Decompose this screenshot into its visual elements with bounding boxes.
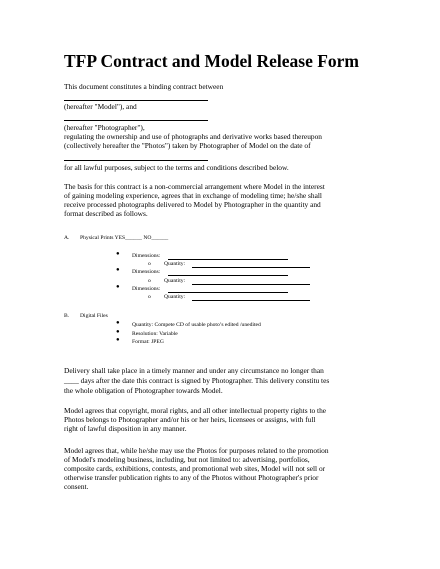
- bullet-dot: ●: [116, 267, 120, 273]
- dimensions-blank[interactable]: [168, 259, 288, 260]
- basis-line-2: of gaining modeling experience, agrees that in exchange of modeling time; he/she shall: [64, 191, 322, 200]
- digital-item: Quantity: Compete CD of usable photo’s edited /unedited: [132, 322, 261, 328]
- bullet-dot: ●: [116, 337, 120, 343]
- quantity-blank[interactable]: [192, 284, 310, 285]
- photographer-name-blank[interactable]: [64, 120, 208, 121]
- intro-line-1: This document constitutes a binding contract between: [64, 82, 224, 91]
- quantity-label: Quantity:: [164, 278, 186, 284]
- section-a-letter: A.: [64, 235, 70, 241]
- intro-line-5: (collectively hereafter the "Photos") taken by Photographer of Model on the date of: [64, 141, 311, 150]
- dimensions-blank[interactable]: [168, 292, 288, 293]
- bullet-dot: ●: [116, 320, 120, 326]
- quantity-blank[interactable]: [192, 300, 310, 301]
- intro-line-6: for all lawful purposes, subject to the terms and conditions described below.: [64, 163, 289, 172]
- usage-line-5: consent.: [64, 482, 89, 491]
- document-title: TFP Contract and Model Release Form: [64, 51, 360, 71]
- dimensions-label: Dimensions:: [132, 286, 161, 292]
- quantity-label: Quantity:: [164, 294, 186, 300]
- sub-bullet: o: [148, 261, 151, 267]
- dimensions-label: Dimensions:: [132, 269, 161, 275]
- usage-line-1: Model agrees that, while he/she may use the Photos for purposes related to the promotion: [64, 446, 329, 455]
- basis-line-4: format described as follows.: [64, 209, 148, 218]
- digital-files-label: Digital Files: [80, 313, 108, 319]
- bullet-dot: ●: [116, 284, 120, 290]
- quantity-label: Quantity:: [164, 261, 186, 267]
- usage-line-2: of Model's modeling business, including, but not limited to: advertising, portfolios,: [64, 455, 310, 464]
- digital-item: Format: JPEG: [132, 339, 164, 345]
- copyright-line-3: right of lawful disposition in any manner.: [64, 424, 187, 433]
- usage-line-3: composite cards, exhibitions, contests, and promotional web sites, Model will not sell or: [64, 464, 326, 473]
- model-name-blank[interactable]: [64, 100, 208, 101]
- date-blank[interactable]: [64, 160, 208, 161]
- basis-line-1: The basis for this contract is a non-commercial arrangement where Model in the interest: [64, 182, 325, 191]
- sub-bullet: o: [148, 278, 151, 284]
- delivery-line-3: the whole obligation of Photographer towards Model.: [64, 386, 223, 395]
- bullet-dot: ●: [116, 329, 120, 335]
- copyright-line-2: Photos belongs to Photographer and/or his or her heirs, licensees or assigns, with full: [64, 415, 316, 424]
- copyright-line-1: Model agrees that copyright, moral rights, and all other intellectual property rights to the: [64, 406, 327, 415]
- photographer-label: (hereafter "Photographer"),: [64, 123, 145, 132]
- section-b-letter: B.: [64, 313, 70, 319]
- delivery-line-2: ____ days after the date this contract is signed by Photographer. This delivery constitu tes: [64, 376, 330, 385]
- dimensions-label: Dimensions:: [132, 253, 161, 259]
- digital-item: Resolution: Variable: [132, 331, 178, 337]
- quantity-blank[interactable]: [192, 267, 310, 268]
- physical-prints-line: Physical Prints YES______ NO______: [80, 235, 169, 241]
- dimensions-blank[interactable]: [168, 275, 288, 276]
- sub-bullet: o: [148, 294, 151, 300]
- usage-line-4: otherwise transfer publication rights to any of the Photos without Photographer's prior: [64, 473, 319, 482]
- delivery-line-1: Delivery shall take place in a timely manner and under any circumstance no longer than: [64, 366, 324, 375]
- basis-line-3: receive processed photographs delivered to Model by Photographer in the quantity and: [64, 200, 321, 209]
- bullet-dot: ●: [116, 251, 120, 257]
- intro-line-4: regulating the ownership and use of photographs and derivative works based thereupon: [64, 132, 322, 141]
- model-label: (hereafter "Model"), and: [64, 102, 137, 111]
